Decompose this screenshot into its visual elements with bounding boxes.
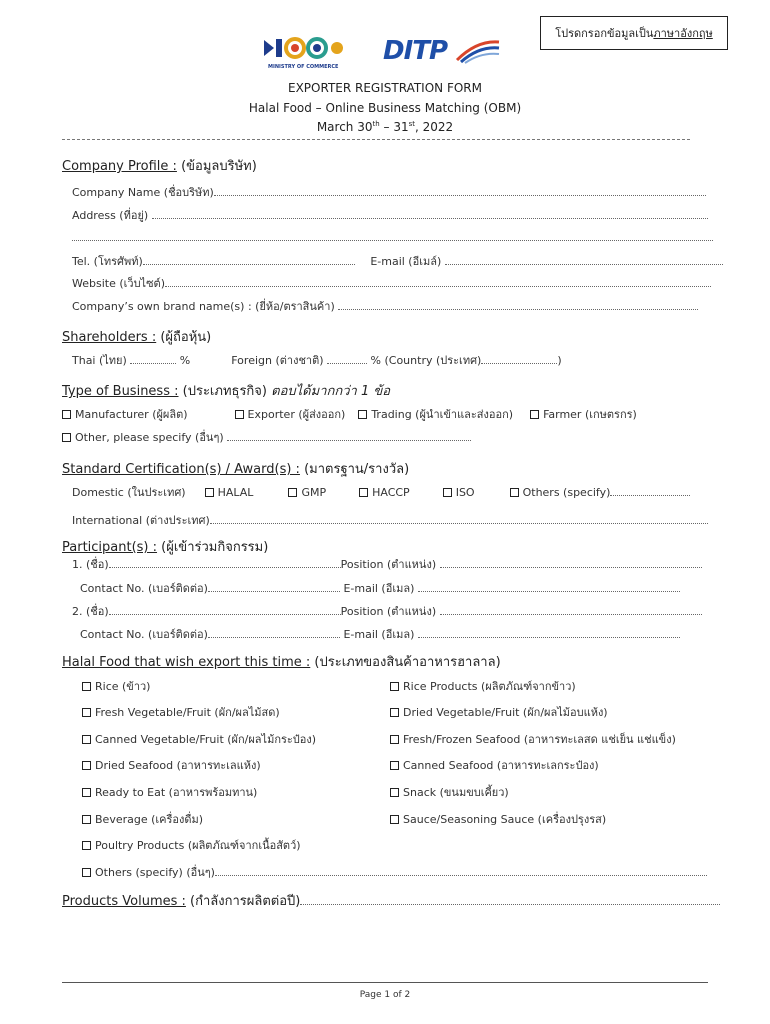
- email-field[interactable]: [445, 253, 723, 265]
- participant-1-position-field[interactable]: [440, 556, 702, 568]
- brand-label: Company’s own brand name(s) : (ยี่ห้อ/ตราสินค้า): [72, 300, 335, 313]
- halal-checkbox-left[interactable]: [82, 761, 91, 770]
- participant-2-row: [72, 602, 702, 620]
- participants-section-title: [62, 536, 268, 557]
- trading-checkbox[interactable]: [358, 410, 367, 419]
- shareholders-row: [72, 351, 562, 369]
- halal-item: [390, 756, 599, 774]
- halal-item-label: Sauce/Seasoning Sauce (เครื่องปรุงรส): [403, 813, 607, 826]
- halal-item: [82, 756, 261, 774]
- volumes-field[interactable]: [300, 893, 720, 905]
- address-field[interactable]: [152, 207, 708, 219]
- halal-item: [82, 783, 257, 801]
- section-title: Products Volumes :: [62, 894, 186, 909]
- position-label: Position (ตำแหน่ง): [340, 558, 437, 571]
- address-field-2[interactable]: [72, 229, 713, 241]
- section-title-th: (ผู้เข้าร่วมกิจกรรม): [161, 540, 269, 555]
- notice-underlined: ภาษาอังกฤษ: [653, 27, 713, 40]
- halal-item-label: Fresh/Frozen Seafood (อาหารทะเลสด แช่เย็น แช่แข็ง): [403, 733, 676, 746]
- notice-text: โปรดกรอกข้อมูลเป็น: [555, 27, 654, 40]
- participant-1-contact-field[interactable]: [208, 580, 340, 592]
- participant-1-name-field[interactable]: [109, 556, 341, 568]
- ditp-logo: [383, 34, 503, 68]
- halal-item: [390, 783, 509, 801]
- halal-item: [82, 730, 316, 748]
- date-sup: st: [408, 120, 415, 128]
- others-cert-label: Others (specify): [522, 486, 611, 499]
- gmp-checkbox[interactable]: [288, 488, 297, 497]
- paren: ): [557, 354, 562, 367]
- halal-others-field[interactable]: [215, 864, 707, 876]
- halal-checkbox-right[interactable]: [390, 815, 399, 824]
- participant-email-label: E-mail (อีเมล): [343, 582, 415, 595]
- date-sup: th: [372, 120, 380, 128]
- halal-item-others: [82, 863, 707, 881]
- other-field[interactable]: [227, 429, 471, 441]
- date-part: – 31: [379, 120, 409, 134]
- halal-checkbox-right[interactable]: [390, 735, 399, 744]
- company-name-field[interactable]: [214, 184, 706, 196]
- domestic-label: Domestic (ในประเทศ): [72, 486, 186, 499]
- tel-field[interactable]: [143, 253, 355, 265]
- gmp-label: GMP: [301, 486, 327, 499]
- thai-label: Thai (ไทย): [72, 354, 127, 367]
- halal-item-label: Canned Seafood (อาหารทะเลกระป๋อง): [403, 759, 599, 772]
- participant-2-email-field[interactable]: [418, 626, 680, 638]
- company-section-title: [62, 155, 257, 176]
- form-date: [0, 120, 770, 134]
- participant-1-contact-row: [80, 579, 680, 597]
- manufacturer-checkbox[interactable]: [62, 410, 71, 419]
- section-title: Standard Certification(s) / Award(s) :: [62, 462, 300, 477]
- participant-2-contact-field[interactable]: [208, 626, 340, 638]
- halal-checkbox-left[interactable]: [82, 841, 91, 850]
- section-title-th: (กำลังการผลิตต่อปี): [190, 894, 301, 909]
- halal-checkbox-left[interactable]: [82, 788, 91, 797]
- halal-checkbox-right[interactable]: [390, 788, 399, 797]
- section-title: Type of Business :: [62, 384, 179, 399]
- section-title: Shareholders :: [62, 330, 157, 345]
- halal-checkbox[interactable]: [205, 488, 214, 497]
- halal-item-label: Beverage (เครื่องดื่ม): [95, 813, 204, 826]
- participant-2-contact-row: [80, 625, 680, 643]
- halal-checkbox-left[interactable]: [82, 815, 91, 824]
- halal-item: [82, 836, 301, 854]
- domestic-row: [72, 483, 690, 501]
- ditp-logo-text: DITP: [383, 36, 448, 66]
- farmer-checkbox[interactable]: [530, 410, 539, 419]
- international-label: International (ต่างประเทศ): [72, 514, 210, 527]
- form-subtitle: Halal Food – Online Business Matching (OBM): [248, 101, 522, 115]
- section-title-th: (ประเภทของสินค้าอาหารฮาลาล): [314, 655, 501, 670]
- others-cert-field[interactable]: [610, 484, 690, 496]
- contact-label: Contact No. (เบอร์ติดต่อ): [80, 628, 208, 641]
- section-title-th: (ประเภทธุรกิจ): [182, 384, 267, 399]
- foreign-percent-field[interactable]: [327, 352, 367, 364]
- other-label: Other, please specify (อื่นๆ): [75, 431, 224, 444]
- haccp-label: HACCP: [372, 486, 410, 499]
- business-note: ตอบได้มากกว่า 1 ข้อ: [271, 384, 391, 399]
- position-label: Position (ตำแหน่ง): [340, 605, 437, 618]
- participant-number: 2.: [72, 605, 83, 618]
- address-label: Address (ที่อยู่): [72, 209, 149, 222]
- halal-checkbox-left[interactable]: [82, 708, 91, 717]
- percent-sign: %: [179, 354, 191, 367]
- email-label: E-mail (อีเมล์): [370, 255, 442, 268]
- haccp-checkbox[interactable]: [359, 488, 368, 497]
- ministry-logo-text: MINISTRY OF COMMERCE: [268, 64, 339, 70]
- halal-checkbox-right[interactable]: [390, 682, 399, 691]
- address-row-2: [72, 229, 713, 244]
- participant-1-email-field[interactable]: [418, 580, 680, 592]
- contact-row: [72, 252, 723, 270]
- company-name-label: Company Name (ชื่อบริษัท): [72, 186, 214, 199]
- country-field[interactable]: [481, 352, 557, 364]
- section-title-th: (มาตรฐาน/รางวัล): [304, 462, 410, 477]
- tel-label: Tel. (โทรศัพท์): [72, 255, 143, 268]
- halal-item-label: Dried Vegetable/Fruit (ผัก/ผลไม้อบแห้ง): [403, 706, 608, 719]
- ministry-logo: [262, 34, 346, 76]
- header-divider: [62, 139, 690, 140]
- foreign-label: Foreign (ต่างชาติ): [231, 354, 324, 367]
- halal-item: [390, 677, 576, 695]
- website-field[interactable]: [165, 275, 711, 287]
- halal-item: [82, 677, 150, 695]
- business-options-row: [62, 405, 637, 423]
- website-label: Website (เว็บไซต์): [72, 277, 165, 290]
- participant-name-label: (ชื่อ): [86, 558, 109, 571]
- halal-item-label: Rice Products (ผลิตภัณฑ์จากข้าว): [403, 680, 576, 693]
- participant-2-position-field[interactable]: [440, 603, 702, 615]
- halal-item: [82, 703, 280, 721]
- business-section-title: [62, 380, 390, 401]
- halal-item-label: Others (specify) (อื่นๆ): [95, 866, 215, 879]
- halal-item-label: Rice (ข้าว): [95, 680, 151, 693]
- brand-field[interactable]: [338, 298, 698, 310]
- halal-checkbox-left[interactable]: [82, 682, 91, 691]
- halal-item: [390, 703, 608, 721]
- manufacturer-label: Manufacturer (ผู้ผลิต): [75, 408, 188, 421]
- volumes-row: [62, 890, 720, 911]
- halal-item: [390, 810, 606, 828]
- halal-section-title: [62, 651, 501, 672]
- shareholders-section-title: [62, 326, 211, 347]
- page-number: Page 1 of 2: [359, 990, 411, 1000]
- language-notice: [540, 16, 728, 50]
- iso-label: ISO: [455, 486, 475, 499]
- halal-item-label: Fresh Vegetable/Fruit (ผัก/ผลไม้สด): [95, 706, 280, 719]
- date-part: , 2022: [415, 120, 454, 134]
- participant-name-label: (ชื่อ): [86, 605, 109, 618]
- contact-label: Contact No. (เบอร์ติดต่อ): [80, 582, 208, 595]
- international-field[interactable]: [210, 512, 708, 524]
- form-title: EXPORTER REGISTRATION FORM: [288, 81, 482, 95]
- halal-item-label: Dried Seafood (อาหารทะเลแห้ง): [95, 759, 261, 772]
- exporter-checkbox[interactable]: [235, 410, 244, 419]
- halal-checkbox-right[interactable]: [390, 761, 399, 770]
- company-name-row: [72, 183, 706, 201]
- thai-percent-field[interactable]: [130, 352, 176, 364]
- halal-checkbox-right[interactable]: [390, 708, 399, 717]
- footer-divider: [62, 982, 708, 983]
- date-part: March 30: [316, 120, 373, 134]
- halal-item-label: Canned Vegetable/Fruit (ผัก/ผลไม้กระป๋อง): [95, 733, 317, 746]
- section-title-th: (ข้อมูลบริษัท): [181, 159, 257, 174]
- others-cert-checkbox[interactable]: [510, 488, 519, 497]
- halal-others-checkbox[interactable]: [82, 868, 91, 877]
- section-title: Company Profile :: [62, 159, 177, 174]
- halal-item-label: Ready to Eat (อาหารพร้อมทาน): [95, 786, 258, 799]
- country-label: % (Country (ประเทศ): [370, 354, 482, 367]
- participant-2-name-field[interactable]: [109, 603, 341, 615]
- halal-item: [390, 730, 676, 748]
- halal-label: HALAL: [217, 486, 254, 499]
- business-other-row: [62, 428, 471, 446]
- iso-checkbox[interactable]: [443, 488, 452, 497]
- exporter-label: Exporter (ผู้ส่งออก): [247, 408, 346, 421]
- brand-row: [72, 297, 698, 315]
- farmer-label: Farmer (เกษตรกร): [543, 408, 637, 421]
- website-row: [72, 274, 711, 292]
- section-title-th: (ผู้ถือหุ้น): [160, 330, 212, 345]
- international-row: [72, 511, 708, 529]
- participant-number: 1.: [72, 558, 83, 571]
- other-checkbox[interactable]: [62, 433, 71, 442]
- halal-item: [82, 810, 203, 828]
- address-row: [72, 206, 708, 224]
- halal-item-label: Poultry Products (ผลิตภัณฑ์จากเนื้อสัตว์): [95, 839, 301, 852]
- section-title: Participant(s) :: [62, 540, 158, 555]
- section-title: Halal Food that wish export this time :: [62, 655, 311, 670]
- halal-checkbox-left[interactable]: [82, 735, 91, 744]
- participant-email-label: E-mail (อีเมล): [343, 628, 415, 641]
- trading-label: Trading (ผู้นำเข้าและส่งออก): [371, 408, 514, 421]
- halal-item-label: Snack (ขนมขบเคี้ยว): [403, 786, 509, 799]
- cert-section-title: [62, 458, 409, 479]
- participant-1-row: [72, 555, 702, 573]
